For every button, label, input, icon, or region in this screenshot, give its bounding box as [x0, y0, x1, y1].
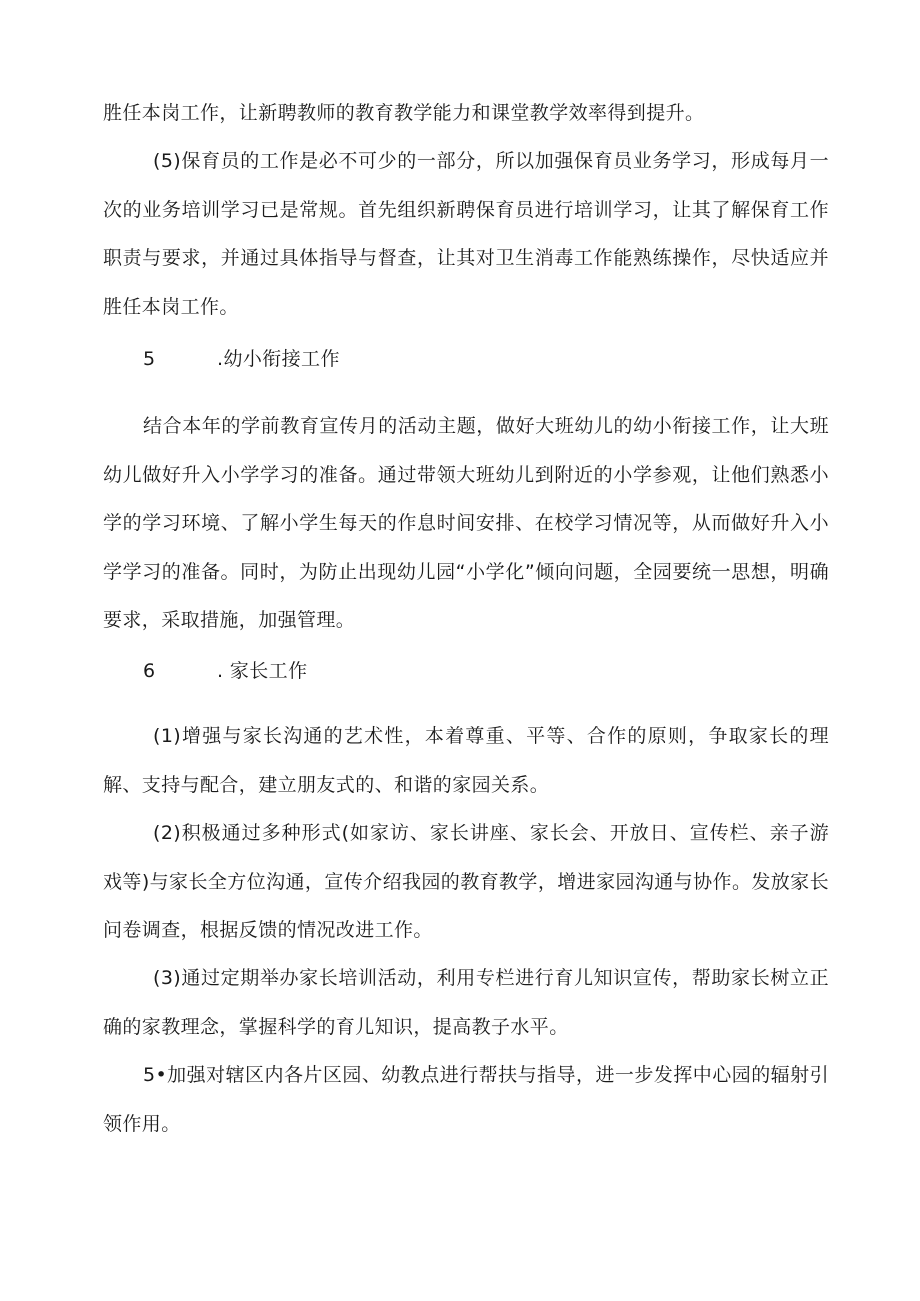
- paragraph-transition-work: 结合本年的学前教育宣传月的活动主题，做好大班幼儿的幼小衔接工作，让大班幼儿做好升入小学学习的准备。通过带领大班幼儿到附近的小学参观，让他们熟悉小学的学习环境、了解小学生每天的作息时间安排、在校学习情况等，从而做好升入小学学习的准备。同时，为防止出现幼儿园“小学化”倾向问题，全园要统一思想，明确要求，采取措施，加强管理。: [103, 415, 829, 631]
- paragraph-caregiver-training: (5)保育员的工作是必不可少的一部分，所以加强保育员业务学习，形成每月一次的业务培训学习已是常规。首先组织新聘保育员进行培训学习，让其了解保育工作职责与要求，并通过具体指导与督查，让其对卫生消毒工作能熟练操作，尽快适应并胜任本岗工作。: [103, 150, 829, 318]
- section-title: . 家长工作: [217, 660, 308, 682]
- paragraph-parent-channels: (2)积极通过多种形式(如家访、家长讲座、家长会、开放日、宣传栏、亲子游戏等)与家长全方位沟通，宣传介绍我园的教育教学，增进家园沟通与协作。发放家长问卷调查，根据反馈的情况改进工作。: [103, 822, 829, 941]
- paragraph-parent-training: (3)通过定期举办家长培训活动，利用专栏进行育儿知识宣传，帮助家长树立正确的家教理念，掌握科学的育儿知识，提高教子水平。: [103, 967, 829, 1038]
- section-number: 6: [143, 660, 156, 682]
- section-heading-transition: [143, 344, 340, 374]
- paragraph-continuation: 胜任本岗工作，让新聘教师的教育教学能力和课堂教学效率得到提升。: [103, 102, 705, 124]
- paragraph-parent-communication: (1)增强与家长沟通的艺术性，本着尊重、平等、合作的原则，争取家长的理解、支持与配合，建立朋友式的、和谐的家园关系。: [103, 725, 829, 796]
- section-heading-parent-work: [143, 656, 307, 686]
- section-title: .幼小衔接工作: [217, 348, 340, 370]
- section-number: 5: [143, 348, 156, 370]
- paragraph-district-guidance: 5•加强对辖区内各片区园、幼教点进行帮扶与指导，进一步发挥中心园的辐射引领作用。: [103, 1064, 829, 1135]
